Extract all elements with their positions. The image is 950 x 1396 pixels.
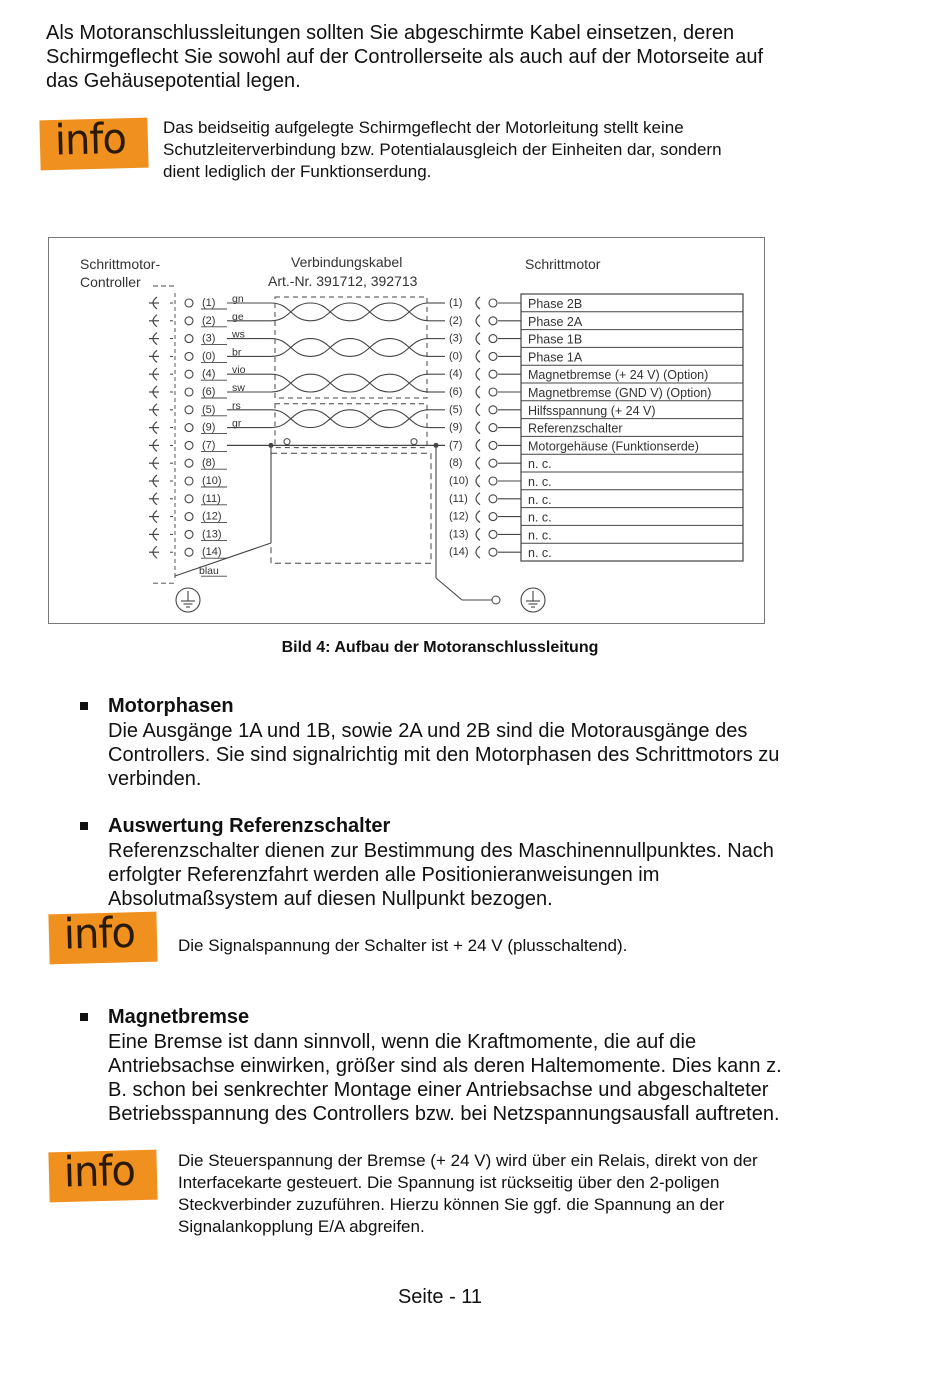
earth-wire [436, 578, 462, 600]
section-line: Absolutmaßsystem auf diesen Nullpunkt bezogen. [108, 888, 553, 910]
wiring-diagram [48, 237, 765, 624]
section-line: verbinden. [108, 768, 202, 790]
controller-pin [185, 317, 193, 325]
controller-pin [185, 424, 193, 432]
section-line: Referenzschalter dienen zur Bestimmung des Maschinennullpunktes. Nach [108, 840, 774, 862]
section-line: B. schon bei senkrechter Montage einer Antriebsachse und abgeschalteter [108, 1079, 769, 1101]
wiring-diagram-svg [49, 238, 764, 623]
motor-connector [476, 404, 480, 416]
controller-pin [185, 299, 193, 307]
motor-pin-label: (14) [449, 546, 469, 559]
motor-connector [476, 386, 480, 398]
controller-pin-label: (6) [202, 386, 216, 398]
motor-signal-label: Phase 1B [528, 332, 583, 347]
controller-label: Controller [80, 274, 141, 290]
motor-pin-label: (9) [449, 421, 463, 434]
outer-shield [271, 453, 431, 563]
motor-pin-label: (7) [449, 439, 463, 452]
twisted-pair-wire [271, 339, 429, 357]
controller-pin-label: (3) [202, 332, 216, 345]
cable-article-number: Art.-Nr. 391712, 392713 [268, 273, 418, 289]
controller-pin [185, 513, 193, 521]
motor-signal-label: Phase 1A [528, 350, 583, 365]
controller-pin-label: (10) [202, 475, 222, 487]
controller-pin-label: (0) [202, 350, 216, 363]
info-note-line: Das beidseitig aufgelegte Schirmgeflecht der Motorleitung stellt keine [163, 118, 684, 137]
section-title-motorphasen: Motorphasen [108, 695, 234, 717]
motor-signal-label: Phase 2B [528, 297, 583, 311]
intro-line: Als Motoranschlussleitungen sollten Sie abgeschirmte Kabel einsetzen, deren [46, 22, 735, 44]
section-body-magnetbremse [108, 1030, 782, 1126]
controller-pin [185, 441, 193, 449]
info-note-line: Die Steuerspannung der Bremse (+ 24 V) wird über ein Relais, direkt von der [178, 1151, 758, 1170]
wire-color-label: gr [232, 417, 242, 430]
section-line: Antriebsachse einwirken, größer sind als deren Haltemomente. Dies kann z. [108, 1055, 782, 1077]
motor-signal-label: n. c. [528, 457, 552, 472]
controller-pin-label: (14) [202, 546, 222, 559]
info-note-signal-voltage [178, 935, 627, 957]
motor-signal-label: Magnetbremse (GND V) (Option) [528, 386, 712, 400]
twisted-pair-wire [271, 303, 429, 321]
motor-pin [489, 441, 497, 449]
motor-connector [476, 350, 480, 362]
motor-pin-label: (1) [449, 297, 463, 309]
motor-signal-label: n. c. [528, 492, 552, 507]
motor-pin [489, 459, 497, 467]
info-icon [48, 909, 157, 965]
section-line: Betriebsspannung des Controllers bzw. bei Netzspannungsausfall auftreten. [108, 1103, 780, 1125]
page-number: Seite - 11 [397, 1286, 483, 1308]
info-note-line: dient lediglich der Funktionserdung. [163, 162, 432, 181]
section-line: Eine Bremse ist dann sinnvoll, wenn die Kraftmomente, die auf die [108, 1031, 697, 1053]
wire-color-label: gn [232, 293, 244, 305]
info-note-line: Schutzleiterverbindung bzw. Potentialausgleich der Einheiten dar, sondern [163, 140, 722, 159]
controller-pin-label: (9) [202, 421, 216, 434]
motor-pin [489, 530, 497, 538]
controller-pin-label: (8) [202, 457, 216, 470]
twisted-pair-wire [271, 339, 429, 357]
motor-pin [489, 335, 497, 343]
motor-signal-label: Magnetbremse (+ 24 V) (Option) [528, 368, 709, 383]
wire-color-label: rs [232, 399, 241, 412]
twisted-pair-wire [271, 410, 429, 428]
shield-drain-point [284, 439, 290, 445]
info-icon-label: info [63, 1147, 136, 1198]
pair-shield [275, 297, 427, 398]
shield-drain-point [411, 439, 417, 445]
controller-pin [185, 370, 193, 378]
motor-label: Schrittmotor [525, 256, 601, 272]
controller-pin-label: (1) [202, 297, 216, 309]
info-note-shield [163, 117, 722, 183]
motor-pin-label: (11) [449, 492, 468, 505]
intro-paragraph [46, 21, 763, 93]
motor-pin-label: (0) [449, 350, 463, 363]
controller-pin [185, 530, 193, 538]
wire-color-label: ws [232, 328, 245, 341]
wire-color-label: br [232, 346, 242, 359]
controller-pin [185, 335, 193, 343]
wire-color-label: ge [232, 310, 244, 323]
controller-pin-label: (12) [202, 510, 222, 523]
motor-pin [489, 388, 497, 396]
motor-connector [476, 422, 480, 434]
twisted-pair-wire [271, 374, 429, 392]
motor-signal-label: Hilfsspannung (+ 24 V) [528, 403, 656, 418]
pair-shield [275, 404, 427, 448]
motor-connector [476, 457, 480, 469]
motor-pin [489, 352, 497, 360]
motor-connector [476, 333, 480, 345]
section-title-magnetbremse: Magnetbremse [108, 1006, 250, 1028]
motor-pin-label: (4) [449, 368, 463, 381]
controller-pin [185, 388, 193, 396]
controller-pin-label: (5) [202, 403, 216, 416]
motor-pin [489, 513, 497, 521]
motor-pin [489, 406, 497, 414]
motor-connector [476, 368, 480, 380]
info-note-line: Steckverbinder zuzuführen. Hierzu können Sie ggf. die Spannung an der [178, 1195, 725, 1214]
section-line: erfolgter Referenzfahrt werden alle Positionieranweisungen im [108, 864, 660, 886]
motor-pin [489, 477, 497, 485]
motor-pin-label: (8) [449, 457, 463, 470]
info-icon [39, 115, 148, 171]
motor-pin [489, 299, 497, 307]
controller-pin [185, 495, 193, 503]
motor-signal-label: Referenzschalter [528, 421, 623, 436]
controller-pin [185, 459, 193, 467]
shield-wire-label: blau [199, 565, 219, 578]
bullet-icon [80, 702, 88, 710]
cable-label: Verbindungskabel [291, 254, 403, 270]
motor-pin-label: (2) [449, 314, 463, 327]
section-line: Controllers. Sie sind signalrichtig mit den Motorphasen des Schrittmotors zu [108, 744, 780, 766]
figure-caption: Bild 4: Aufbau der Motoranschlussleitung [281, 639, 599, 656]
info-icon-label: info [54, 115, 127, 166]
bullet-icon [80, 1013, 88, 1021]
motor-connector [476, 528, 480, 540]
controller-label: Schrittmotor- [80, 256, 161, 272]
section-title-referenzschalter: Auswertung Referenzschalter [108, 815, 391, 837]
motor-connector [476, 511, 480, 523]
motor-pin [489, 495, 497, 503]
section-body-referenzschalter [108, 839, 774, 911]
info-note-brake [178, 1150, 758, 1238]
controller-pin-label: (2) [202, 314, 216, 327]
twisted-pair-wire [271, 303, 429, 321]
earth-terminal [492, 596, 500, 604]
wire-color-label: vio [232, 364, 246, 377]
motor-pin-label: (3) [449, 332, 463, 345]
controller-pin-label: (4) [202, 368, 216, 381]
section-line: Die Ausgänge 1A und 1B, sowie 2A und 2B sind die Motorausgänge des [108, 720, 748, 742]
motor-pin [489, 370, 497, 378]
motor-signal-label: n. c. [528, 510, 552, 525]
motor-signal-label: n. c. [528, 528, 552, 543]
info-note-line: Die Signalspannung der Schalter ist + 24 V (plusschaltend). [178, 936, 628, 955]
motor-signal-label: Phase 2A [528, 314, 583, 329]
motor-pin-label: (12) [449, 510, 469, 523]
motor-signal-label: Motorgehäuse (Funktionserde) [528, 439, 699, 454]
info-note-line: Signalankopplung E/A abgreifen. [178, 1217, 425, 1236]
motor-pin [489, 317, 497, 325]
controller-pin [185, 406, 193, 414]
motor-connector [476, 439, 480, 451]
twisted-pair-wire [271, 410, 429, 428]
controller-pin-label: (11) [202, 492, 221, 505]
controller-pin-label: (7) [202, 439, 216, 452]
motor-pin-label: (5) [449, 403, 463, 416]
bullet-icon [80, 822, 88, 830]
controller-pin [185, 477, 193, 485]
motor-connector [476, 546, 480, 558]
info-note-line: Interfacekarte gesteuert. Die Spannung ist rückseitig über den 2-poligen [178, 1173, 720, 1192]
info-icon [48, 1147, 157, 1203]
controller-pin [185, 548, 193, 556]
motor-pin [489, 548, 497, 556]
wire-color-label: sw [232, 382, 245, 394]
motor-pin [489, 424, 497, 432]
twisted-pair-wire [271, 374, 429, 392]
intro-line: das Gehäusepotential legen. [46, 70, 301, 92]
motor-signal-label: n. c. [528, 475, 552, 489]
motor-pin-label: (6) [449, 386, 463, 398]
motor-pin-label: (10) [449, 475, 469, 487]
intro-line: Schirmgeflecht Sie sowohl auf der Controllerseite als auch auf der Motorseite auf [46, 46, 764, 68]
info-icon-label: info [63, 909, 136, 960]
motor-connector [476, 315, 480, 327]
motor-pin-label: (13) [449, 528, 469, 541]
motor-connector [476, 475, 480, 487]
motor-signal-label: n. c. [528, 546, 552, 561]
controller-pin [185, 352, 193, 360]
motor-connector [476, 297, 480, 309]
controller-pin-label: (13) [202, 528, 222, 541]
section-body-motorphasen [108, 719, 779, 791]
motor-connector [476, 493, 480, 505]
